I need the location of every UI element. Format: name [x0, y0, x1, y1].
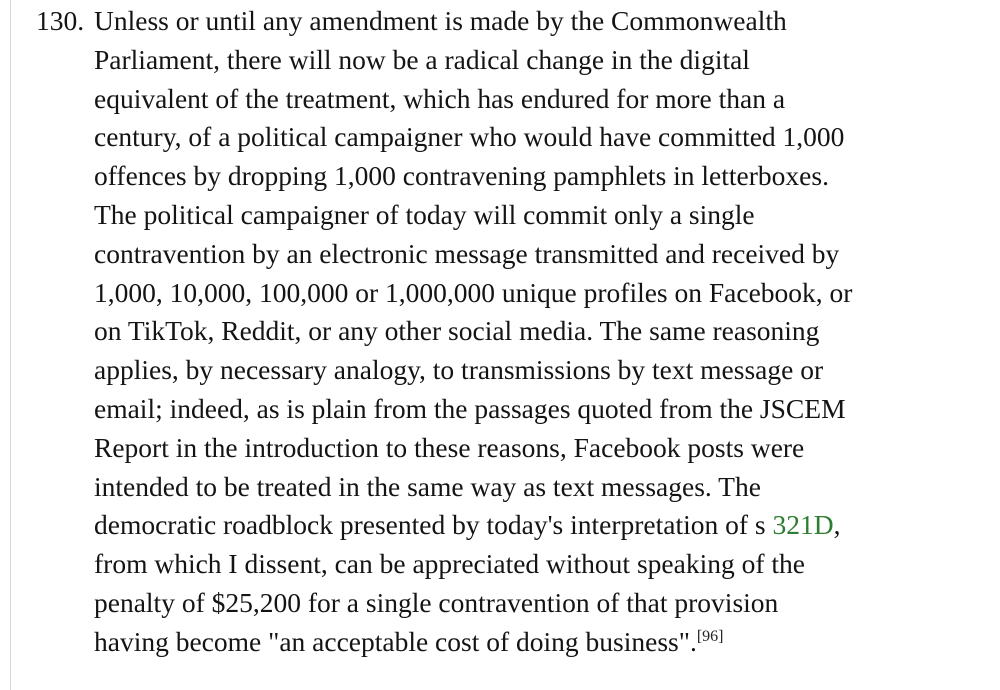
paragraph-130: [36, 2, 982, 662]
text-line: Unless or until any amendment is made by the Commonwealth: [94, 5, 787, 36]
text-line: Parliament, there will now be a radical change in the digital: [94, 43, 750, 75]
text-line-with-link: [94, 506, 982, 545]
text-line: offences by dropping 1,000 contravening pamphlets in letterboxes.: [94, 160, 829, 192]
text-line: penalty of $25,200 for a single contravention of that provision: [94, 586, 779, 618]
text-segment: democratic roadblock presented by today's interpretation of s: [94, 509, 773, 541]
text-line: email; indeed, as is plain from the passages quoted from the JSCEM: [94, 392, 846, 424]
section-321d-link[interactable]: 321D: [772, 509, 834, 541]
text-line: Report in the introduction to these reasons, Facebook posts were: [94, 431, 805, 463]
paragraph-body: [94, 2, 982, 662]
left-border-rule: [10, 0, 11, 690]
paragraph-number: 130.: [36, 5, 85, 36]
text-line: equivalent of the treatment, which has endured for more than a: [94, 82, 786, 114]
text-line: century, of a political campaigner who would have committed 1,000: [94, 121, 845, 153]
text-line: on TikTok, Reddit, or any other social media. The same reasoning: [94, 315, 820, 347]
text-line: from which I dissent, can be appreciated without speaking of the: [94, 548, 805, 580]
text-line: applies, by necessary analogy, to transmissions by text message or: [94, 354, 824, 386]
text-line: 1,000, 10,000, 100,000 or 1,000,000 unique profiles on Facebook, or: [94, 276, 853, 308]
footnote-96-link[interactable]: [96]: [696, 627, 724, 645]
text-line: contravention by an electronic message transmitted and received by: [94, 237, 840, 269]
text-line-with-footnote: [94, 623, 982, 662]
text-segment: having become "an acceptable cost of doing business".: [94, 625, 697, 657]
text-segment: ,: [833, 509, 841, 541]
text-line: intended to be treated in the same way as text messages. The: [94, 470, 761, 502]
text-line: The political campaigner of today will commit only a single: [94, 198, 755, 230]
